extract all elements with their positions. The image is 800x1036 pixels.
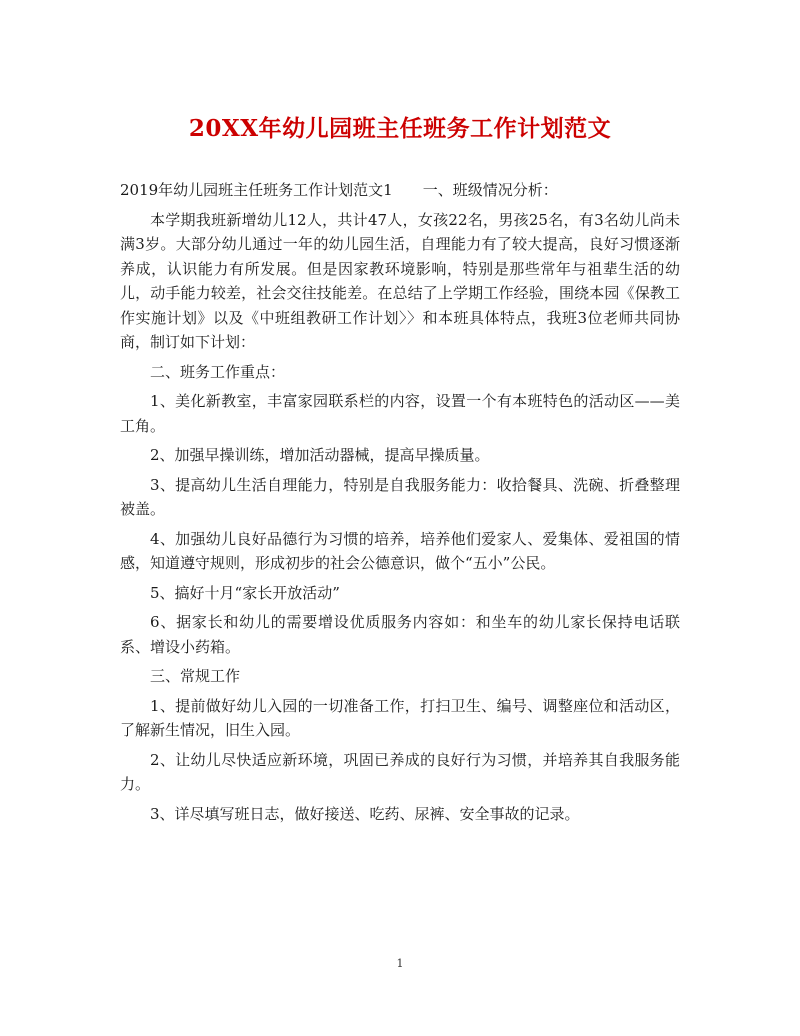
heading-routine-work: 三、常规工作 bbox=[150, 667, 241, 685]
document-title: 20XX年幼儿园班主任班务工作计划范文 bbox=[188, 115, 612, 142]
paragraph-task-4: 4、加强幼儿良好品德行为习惯的培养，培养他们爱家人、爱集体、爱祖国的情感，知道遵守规则，形成初步的社会公德意识，做个“五小”公民。 bbox=[120, 529, 680, 572]
paragraph-routine-1: 1、提前做好幼儿入园的一切准备工作，打扫卫生、编号、调整座位和活动区，了解新生情况，旧生入园。 bbox=[120, 696, 680, 739]
paragraph-task-3: 3、提高幼儿生活自理能力，特别是自我服务能力：收拾餐具、洗碗、折叠整理被盖。 bbox=[120, 475, 680, 518]
paragraph-task-6: 6、据家长和幼儿的需要增设优质服务内容如：和坐车的幼儿家长保持电话联系、增设小药箱。 bbox=[120, 613, 680, 656]
document-body bbox=[120, 178, 680, 826]
paragraph-task-2: 2、加强早操训练，增加活动器械，提高早操质量。 bbox=[150, 446, 490, 464]
paragraph-task-5: 5、搞好十月“家长开放活动” bbox=[150, 583, 340, 602]
heading-key-tasks: 二、班务工作重点： bbox=[150, 362, 286, 381]
paragraph-routine-3: 3、详尽填写班日志，做好接送、吃药、尿裤、安全事故的记录。 bbox=[150, 804, 580, 823]
paragraph-routine-2: 2、让幼儿尽快适应新环境，巩固已养成的良好行为习惯，并培养其自我服务能力。 bbox=[120, 750, 680, 793]
paragraph-class-analysis: 本学期我班新增幼儿12人，共计47人，女孩22名，男孩25名，有3名幼儿尚未满3岁。大部分幼儿通过一年的幼儿园生活，自理能力有了较大提高，良好习惯逐渐养成，认识能力有所发展。但是因家教环境影响，特别是那些常年与祖辈生活的幼儿，动手能力较差，社会交往技能差。在总结了上学期工作经验，围绕本园《保教工作实施计划》以及《中班组教研工作计划〉〉和本班具体特点，我班3位老师共同协商，制订如下计划： bbox=[120, 210, 680, 351]
paragraph-task-1: 1、美化新教室，丰富家园联系栏的内容，设置一个有本班特色的活动区——美工角。 bbox=[120, 392, 680, 435]
intro-line: 2019年幼儿园班主任班务工作计划范文1 一、班级情况分析： bbox=[120, 181, 558, 199]
page-number: 1 bbox=[396, 957, 404, 970]
